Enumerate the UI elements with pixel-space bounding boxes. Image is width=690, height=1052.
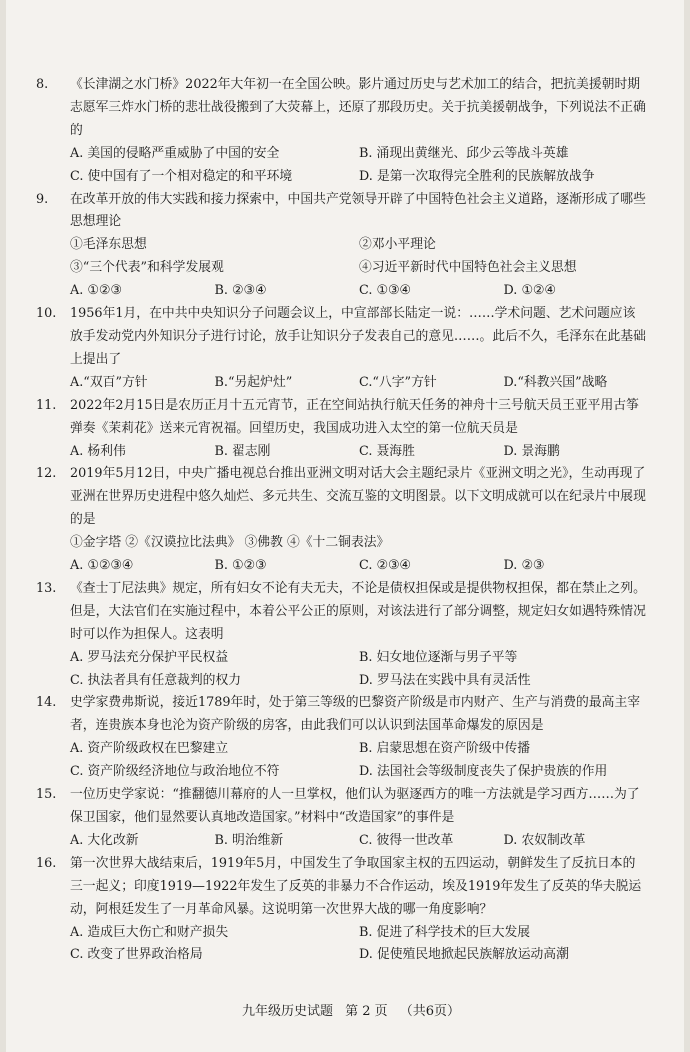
answer-option-B: B.“另起炉灶” — [214, 374, 293, 390]
question-stem: 史学家费弗斯说，接近1789年时，处于第三等级的巴黎资产阶级是市内财产、生产与消费的最高主宰者，连贵族本身也沦为资产阶级的房客，由此我们可以认识到法国革命爆发的原因是 — [70, 695, 641, 734]
answer-option-C: C. 执法者具有任意裁判的权力 — [70, 672, 242, 688]
options-row — [70, 944, 648, 967]
question-stem: 《查士丁尼法典》规定，所有妇女不论有夫无夫，不论是债权担保或是提供物权担保，都在禁止之列。但是，大法官们在实施过程中，本着公平公正的原则，对该法进行了部分调整，规定妇女如遇特殊情况时可以作为担保人。这表明 — [70, 580, 646, 642]
answer-option-B: B. 涌现出黄继光、邱少云等战斗英雄 — [359, 145, 569, 161]
options-row — [70, 280, 648, 303]
answer-option-C: C. ②③④ — [359, 558, 411, 574]
answer-option-D: D. ②③ — [503, 558, 545, 574]
answer-option-B: B. 妇女地位逐渐与男子平等 — [359, 649, 518, 665]
question-stem: 在改革开放的伟大实践和接力探索中，中国共产党领导开辟了中国特色社会主义道路，逐渐形成了哪些思想理论 — [70, 191, 646, 230]
answer-option-D: D. 是第一次取得完全胜利的民族解放战争 — [359, 168, 595, 184]
options-row — [70, 830, 648, 853]
question-7 — [36, 784, 648, 853]
answer-option-C: C. 彼得一世改革 — [359, 832, 454, 848]
answer-option-A: A. 大化改新 — [70, 832, 139, 848]
options-row — [70, 922, 648, 945]
answer-option-A: A. 资产阶级政权在巴黎建立 — [70, 741, 229, 757]
statement-row — [70, 257, 648, 280]
answer-option-C: C.“八字”方针 — [359, 374, 437, 390]
options-row — [70, 372, 648, 395]
answer-option-B: B. ②③④ — [214, 283, 267, 299]
question-2 — [36, 303, 648, 395]
question-8 — [36, 853, 648, 968]
question-number: 15. — [36, 787, 57, 803]
answer-option-B: B. 启蒙思想在资产阶级中传播 — [359, 741, 531, 757]
question-stem: 2019年5月12日，中央广播电视总台推出亚洲文明对话大会主题纪录片《亚洲文明之光》，生动再现了亚洲在世界历史进程中悠久灿烂、多元共生、交流互鉴的文明图景。以下文明成就可以在纪录片中展现的是 — [70, 466, 646, 528]
answer-option-C: C. 改变了世界政治格局 — [70, 947, 203, 963]
question-5 — [36, 578, 648, 693]
statement-item: ③“三个代表”和科学发展观 — [70, 260, 224, 276]
statement-item: ④习近平新时代中国特色社会主义思想 — [359, 260, 577, 276]
answer-option-D: D. 景海鹏 — [503, 443, 560, 459]
answer-option-D: D.“科教兴国”战略 — [503, 374, 608, 390]
question-stem: 1956年1月，在中共中央知识分子问题会议上，中宣部部长陆定一说：……学术问题、艺术问题应该放手发动党内外知识分子进行讨论，放手让知识分子发表自己的意见……。此后不久，毛泽东在此基础上提出了 — [70, 306, 646, 367]
options-row — [70, 441, 648, 464]
question-stem: 一位历史学家说：“推翻德川幕府的人一旦掌权，他们认为驱逐西方的唯一方法就是学习西方……为了保卫国家，他们显然要认真地改造国家。”材料中“改造国家”的事件是 — [70, 787, 640, 825]
answer-option-A: A. 罗马法充分保护平民权益 — [70, 649, 229, 665]
answer-option-A: A. ①②③ — [70, 283, 122, 299]
page-footer — [6, 1000, 690, 1019]
answer-option-A: A. 造成巨大伤亡和财产损失 — [70, 924, 229, 940]
answer-option-C: C. 使中国有了一个相对稳定的和平环境 — [70, 168, 293, 184]
footer-subject: 九年级历史试题 — [241, 1004, 333, 1019]
answer-option-D: D. ①②④ — [503, 283, 556, 299]
answer-option-B: B. ①②③ — [214, 558, 267, 574]
footer-total-pages: （共6页） — [399, 1004, 461, 1019]
answer-option-D: D. 促使殖民地掀起民族解放运动高潮 — [359, 947, 569, 963]
answer-option-B: B. 促进了科学技术的巨大发展 — [359, 924, 531, 940]
question-list — [36, 74, 648, 967]
question-stem: 《长津湖之水门桥》2022年大年初一在全国公映。影片通过历史与艺术加工的结合，把抗美援朝时期志愿军三炸水门桥的悲壮战役搬到了大荧幕上，还原了那段历史。关于抗美援朝战争，下列说法不正确的 — [70, 77, 646, 138]
options-row — [70, 166, 648, 189]
answer-option-A: A. ①②③④ — [70, 558, 134, 574]
options-row — [70, 761, 648, 784]
question-3 — [36, 395, 648, 464]
question-number: 14. — [36, 695, 57, 711]
question-number: 9. — [36, 191, 49, 207]
answer-option-A: A.“双百”方针 — [70, 374, 148, 390]
question-number: 8. — [36, 77, 49, 92]
question-4 — [36, 463, 648, 578]
answer-option-C: C. 资产阶级经济地位与政治地位不符 — [70, 764, 280, 780]
options-row — [70, 738, 648, 761]
options-row — [70, 647, 648, 670]
answer-option-A: A. 杨利伟 — [70, 443, 126, 459]
statement-item: ①毛泽东思想 — [70, 237, 147, 253]
statement-row — [70, 234, 648, 257]
answer-option-D: D. 法国社会等级制度丧失了保护贵族的作用 — [359, 764, 608, 780]
answer-option-A: A. 美国的侵略严重威胁了中国的安全 — [70, 145, 280, 161]
answer-option-C: C. ①③④ — [359, 283, 411, 299]
options-row — [70, 670, 648, 693]
statement-item: ②邓小平理论 — [359, 237, 436, 253]
answer-option-C: C. 聂海胜 — [359, 443, 415, 459]
question-1 — [36, 189, 648, 304]
question-number: 13. — [36, 580, 57, 596]
question-stem: 第一次世界大战结束后，1919年5月，中国发生了争取国家主权的五四运动，朝鲜发生了反抗日本的三一起义；印度1919—1922年发生了反英的非暴力不合作运动，埃及1919年发生了反英的华夫脱运动，阿根廷发生了一月革命风暴。这说明第一次世界大战的哪一角度影响？ — [70, 855, 642, 917]
options-row — [70, 555, 648, 578]
question-0 — [36, 74, 648, 189]
question-stem: 2022年2月15日是农历正月十五元宵节，正在空间站执行航天任务的神舟十三号航天员王亚平用古筝弹奏《茉莉花》送来元宵祝福。回望历史，我国成功进入太空的第一位航天员是 — [70, 397, 639, 436]
question-number: 10. — [36, 306, 57, 322]
question-number: 11. — [36, 397, 57, 413]
answer-option-B: B. 明治维新 — [214, 832, 284, 848]
options-row — [70, 143, 648, 166]
statement-row — [70, 532, 648, 555]
answer-option-D: D. 农奴制改革 — [503, 832, 586, 848]
question-number: 16. — [36, 855, 57, 871]
question-number: 12. — [36, 466, 57, 482]
footer-page-number: 第 2 页 — [345, 1004, 388, 1019]
question-6 — [36, 692, 648, 784]
answer-option-B: B. 翟志刚 — [214, 443, 271, 459]
statement-item: ①金字塔 ②《汉谟拉比法典》 ③佛教 ④《十二铜表法》 — [70, 535, 390, 551]
answer-option-D: D. 罗马法在实践中具有灵活性 — [359, 672, 531, 688]
